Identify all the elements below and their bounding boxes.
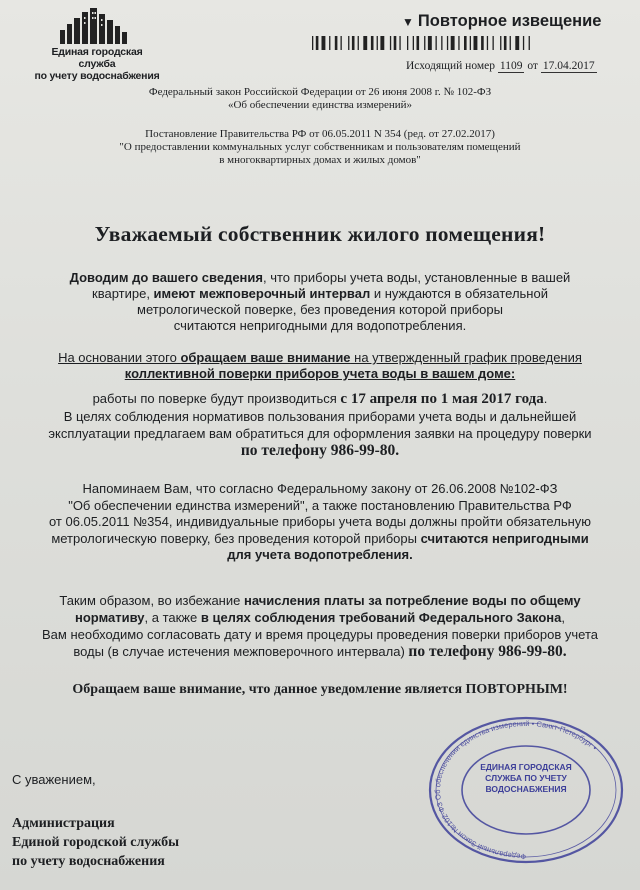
paragraph-5 <box>0 592 640 660</box>
p3-phone: по телефону 986-99-80. <box>240 442 400 459</box>
p1-g: считаются непригодными для водопотребления. <box>173 318 467 333</box>
barcode-bar <box>341 36 342 50</box>
outgoing-number: 1109 <box>499 60 523 72</box>
p5-b: начисления платы за потребление воды по общему <box>243 593 581 608</box>
barcode-bar <box>348 36 349 50</box>
greeting: Уважаемый собственник жилого помещения! <box>94 222 546 246</box>
barcode-bar <box>441 36 442 50</box>
document-header <box>0 0 640 80</box>
law2-line3: в многоквартирных домах и жилых домов" <box>219 154 421 166</box>
p2-b: обращаем ваше внимание <box>180 350 351 365</box>
barcode-bar <box>407 36 408 50</box>
p5-f: , <box>561 610 565 625</box>
barcode-bar <box>417 36 420 50</box>
barcode-bar <box>394 36 397 50</box>
p4-f: для учета водопотребления. <box>227 547 413 562</box>
p2-a: На основании этого <box>58 350 181 365</box>
p1-a: Доводим до вашего сведения <box>69 270 263 285</box>
barcode-bar <box>358 36 359 50</box>
outgoing-date: 17.04.2017 <box>542 60 595 72</box>
regards: С уважением, <box>12 772 96 787</box>
p1-c: квартире, <box>92 286 154 301</box>
p5-phone: по телефону 986-99-80. <box>408 643 567 660</box>
law1-line2: «Об обеспечении единства измерений» <box>227 99 413 111</box>
barcode-bar <box>352 36 355 50</box>
paragraph-4 <box>0 481 640 564</box>
barcode-bar <box>504 36 507 50</box>
p3-a: работы по поверке будут производиться <box>92 391 341 406</box>
p4-d: метрологическую поверку, без проведения которой приборы <box>51 530 421 546</box>
barcode-bar <box>515 36 519 50</box>
barcode-bar <box>322 36 326 50</box>
stamp-line3: ВОДОСНАБЖЕНИЯ <box>485 784 567 794</box>
p1-b: , что приборы учета воды, установленные в вашей <box>263 270 571 285</box>
p5-e: в целях соблюдения требований Федерального Закона <box>200 610 562 625</box>
p4-e: считаются непригодными <box>420 530 589 546</box>
barcode-bar <box>312 36 313 50</box>
barcode-bar <box>470 36 471 50</box>
barcode-bar <box>329 36 330 50</box>
barcode-bar <box>447 36 448 50</box>
barcode-bar <box>529 36 530 50</box>
barcode-bar <box>335 36 338 50</box>
stamp-line2: СЛУЖБА ПО УЧЕТУ <box>485 773 567 783</box>
barcode-bar <box>451 36 455 50</box>
barcode-bar <box>399 36 400 50</box>
org-logo <box>28 8 160 82</box>
p5-a: Таким образом, во избежание <box>59 593 244 608</box>
outgoing-prefix: Исходящий номер <box>406 60 495 72</box>
barcode-bar <box>428 36 432 50</box>
p5-c: нормативу <box>75 610 145 625</box>
barcode-bar <box>493 36 494 50</box>
p3-e: эксплуатации предлагаем вам обратиться для оформления заявки на процедуру поверки <box>48 426 592 441</box>
buildings-logo-icon <box>58 8 128 44</box>
p4-c: от 06.05.2011 №354, индивидуальные приборы учета воды должны пройти обязательную <box>48 514 592 529</box>
barcode-bar <box>424 36 425 50</box>
barcode-bar <box>363 36 367 50</box>
admin-line3: по учету водоснабжения <box>12 854 165 869</box>
p2-d: коллективной поверки приборов учета воды в вашем доме: <box>124 366 516 381</box>
barcode-bar <box>487 36 488 50</box>
p3-dates: с 17 апреля по 1 мая 2017 года <box>340 391 544 407</box>
stamp-inner-text <box>470 762 582 795</box>
org-name-line1: Единая городская служба <box>51 46 143 70</box>
signature-block <box>12 814 179 871</box>
barcode-bar <box>316 36 319 50</box>
barcode-bar <box>464 36 467 50</box>
barcode-bar <box>481 36 484 50</box>
barcode-bar <box>474 36 478 50</box>
paragraph-1 <box>0 270 640 334</box>
org-name-line2: по учету водоснабжения <box>34 70 160 82</box>
outgoing-from: от <box>527 60 538 72</box>
p5-d: , а также <box>144 610 201 625</box>
barcode-bar <box>377 36 378 50</box>
barcode-bar <box>523 36 524 50</box>
barcode-bar <box>510 36 511 50</box>
p5-h: воды (в случае истечения межповерочного интервала) <box>73 644 409 659</box>
p3-d: В целях соблюдения нормативов пользования приборами учета воды и дальнейшей <box>63 409 577 424</box>
barcode-bar <box>500 36 501 50</box>
notice-title <box>402 12 601 31</box>
barcode-bar <box>371 36 374 50</box>
barcode-bar <box>390 36 391 50</box>
p3-c: . <box>543 391 548 406</box>
triangle-down-icon: ▼ <box>402 15 414 29</box>
notice-title-text: Повторное извещение <box>417 12 602 30</box>
law1-line1: Федеральный закон Российской Федерации от 26 июня 2008 г. № 102-ФЗ <box>148 86 492 98</box>
barcode-icon <box>312 36 608 50</box>
barcode-bar <box>458 36 459 50</box>
repeat-notice-warning: Обращаем ваше внимание, что данное уведомление является ПОВТОРНЫМ! <box>72 682 568 697</box>
stamp-ring-text: Федеральный Закон №102-ФЗ Об обеспечении единства измерений • Санкт-Петербург • <box>433 718 599 862</box>
outgoing-number-line <box>406 60 597 72</box>
admin-line2: Единой городской службы <box>12 835 180 850</box>
law-reference-2 <box>0 128 640 167</box>
paragraph-2 <box>0 350 640 382</box>
p4-a: Напоминаем Вам, что согласно Федеральному закону от 26.06.2008 №102-ФЗ <box>82 481 558 496</box>
admin-line1: Администрация <box>12 816 115 831</box>
law2-line1: Постановление Правительства РФ от 06.05.2011 N 354 (ред. от 27.02.2017) <box>145 128 495 140</box>
barcode-bar <box>413 36 414 50</box>
p4-b: "Об обеспечении единства измерений", а также постановлению Правительства РФ <box>68 497 572 513</box>
barcode-bar <box>436 36 437 50</box>
p1-f: метрологической поверке, без проведения которой приборы <box>137 302 503 317</box>
paragraph-3 <box>0 390 640 459</box>
p1-d: имеют межповерочный интервал <box>153 286 371 301</box>
p5-g: Вам необходимо согласовать дату и время процедуры проведения поверки приборов учета <box>42 627 598 642</box>
org-name <box>32 46 162 82</box>
barcode-bar <box>380 36 384 50</box>
p1-e: и нуждаются в обязательной <box>370 286 548 301</box>
law-reference-1 <box>0 86 640 112</box>
p2-c: на утвержденный график проведения <box>350 350 582 365</box>
stamp-line1: ЕДИНАЯ ГОРОДСКАЯ <box>480 762 572 772</box>
law2-line2: "О предоставлении коммунальных услуг собственникам и пользователям помещений <box>119 141 521 153</box>
